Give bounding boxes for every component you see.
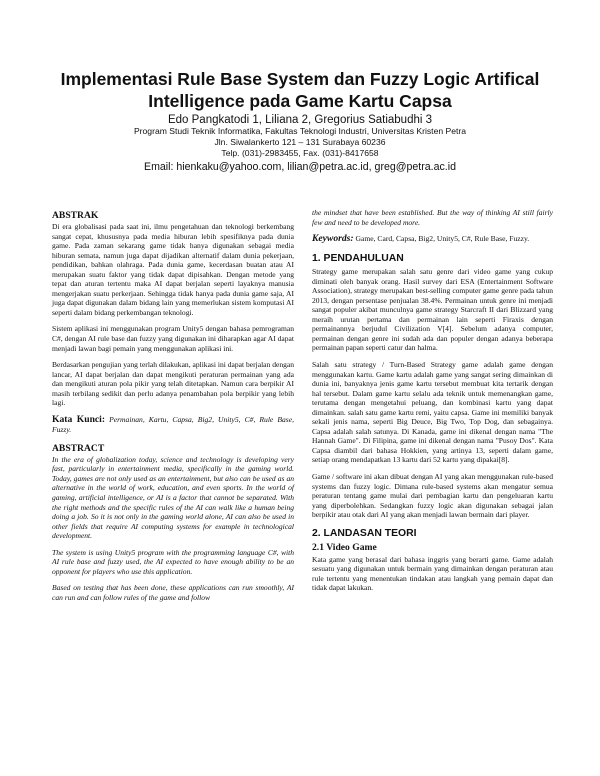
title-line-2: Intelligence pada Game Kartu Capsa: [148, 91, 452, 111]
left-column: [52, 208, 294, 610]
kata-kunci-label: Kata Kunci:: [52, 413, 106, 425]
affiliation-line-1: Program Studi Teknik Informatika, Fakultas Teknologi Industri, Universitas Kristen Petra: [133, 126, 467, 136]
kata-kunci: [52, 415, 294, 435]
video-game-paragraph-1: Kata game yang berasal dari bahasa inggris yang berarti game. Game adalah sesuatu yang digunakan untuk bermain yang dimainkan dengan peraturan atau rule tertentu yang menentukan tindakan atau langkah yang pemain dapat dan tidak dapat lakukan.: [312, 554, 553, 593]
abstrak-paragraph-1: Di era globalisasi pada saat ini, ilmu pengetahuan dan teknologi berkembang sangat cepat, khususnya pada media hiburan lebih spesifiknya pada dunia game. Pada zaman sekarang game tidak hanya digunakan sebagai media hiburan semata, namun juga dapat dijadikan alternatif dalam dunia pekerjaan, pendidikan, bahkan olahraga. Pada dunia game, kecerdasan buatan atau AI merupakan suatu faktor yang tidak dapat dipisahkan. Dengan metode yang tepat dan aturan tertentu maka AI dapat berjalan seperti layaknya manusia mengerjakan suatu perkerjaan. Sehingga tidak hanya pada dunia game saja, AI juga dapat digunakan dalam bidang lain yang memerlukan sistem komputasi AI seperti dalam bidang perkembangan teknologi.: [52, 222, 294, 317]
abstrak-paragraph-3: Berdasarkan pengujian yang terlah dilakukan, aplikasi ini dapat berjalan dengan lancar, AI dapat berjalan dan dapat mengikuti peraturan permainan yang ada dan mengikuti aturan pola pikir yang telah ditetapkan. Namun cara berpikir AI masih terbilang sedikit dan perlu adanya penambahan pola berpikir yang lebih lagi.: [52, 360, 294, 408]
abstrak-paragraph-2: Sistem aplikasi ini menggunakan program Unity5 dengan bahasa pemrograman C#, dengan AI rule base dan fuzzy yang digunakan ini diharapkan agar AI dapat menjadi lawan bagi pemain yang menggunakan aplikasi ini.: [52, 324, 294, 353]
affiliation: [40, 126, 560, 159]
pendahuluan-paragraph-2: Salah satu strategy / Turn-Based Strategy game adalah game dengan menggunakan kartu. Game kartu adalah game yang sangat sering dimainkan di dunia ini, banyaknya jenis game kartu tersebut membuat kita tertarik dengan hal tersebut. Dalam game kartu selalu ada teknik untuk memenangkan game, terutama dengan mengetahui peluang, dan kombinasi kartu yang dapat dimainkan. salah satu game kartu remi, yaitu capsa. Game ini memiliki banyak sekali jenis nama, seperti Big Deuce, Big Two, Top Dog, dan sebagainya. Capsa adalah salah satunya. Di Kanada, game ini dikenal dengan nama "The Hannah Game". Di Filipina, game ini dikenal dengan nama "Pusoy Dos". Kata Capsa diambil dari bahasa Hokkien, yang artinya 13, seperti dalam game, setiap orang mendapatkan 13 kartu dari 52 kartu yang dipakai[8].: [312, 360, 553, 465]
abstract-paragraph-3: Based on testing that has been done, these applications can run smoothly, AI can run and can follow rules of the game and follow: [52, 583, 294, 602]
author-list: Edo Pangkatodi 1, Liliana 2, Gregorius Satiabudhi 3: [167, 114, 433, 126]
pendahuluan-paragraph-1: Strategy game merupakan salah satu genre dari video game yang cukup diminati oleh banyak orang. Hasil survey dari ESA (Entertainment Software Association), strategy merupakan best-selling computer game genre pada tahun 2013, dengan persentase penjualan 38.4%. Permainan untuk genre ini menjadi sangat populer akibat munculnya game strategy Starcraft II dari Blizzard yang meraih urutan pertama dan permainan lain seperti Firaxis dengan permainannya berjudul Civilization V[4]. Sebelum adanya computer, permainan dengan genre ini sudah ada dan populer dengan adanya beberapa permainan papan seperti catur dan halma.: [312, 267, 553, 353]
keywords-text: Game, Card, Capsa, Big2, Unity5, C#, Rule Base, Fuzzy.: [355, 234, 530, 244]
abstract-paragraph-2: The system is using Unity5 program with the programming language C#, with AI rule base and fuzzy used, the AI expected to have enough ability to be an opponent for players who use this application.: [52, 547, 294, 576]
abstract-paragraph-1: In the era of globalization today, science and technology is developing very fast, particularly in entertainment media, specifically in the gaming world. Today, games are not only used as an entertainment, but also can be used as an alternative in the world of work, education, and even sports. In the world of gaming, artificial intelligence, or AI is a factor that cannot be separated. With the right methods and the specific rules of the AI can walk like a human being doing a job. So it is not only in the gaming world alone, AI can also be used in other fields that require AI computing systems for example in technological development.: [52, 454, 294, 541]
keywords-label: Keywords:: [312, 233, 354, 245]
email-line: Email: hienkaku@yahoo.com, lilian@petra.ac.id, greg@petra.ac.id: [144, 161, 456, 173]
abstract-heading: ABSTRACT: [52, 442, 105, 454]
affiliation-line-3: Telp. (031)-2983455, Fax. (031)-8417658: [221, 148, 379, 158]
section-landasan-heading: 2. LANDASAN TEORI: [312, 527, 417, 539]
keywords: [312, 234, 553, 244]
affiliation-line-2: Jln. Siwalankerto 121 – 131 Surabaya 60236: [214, 137, 386, 147]
subsection-video-game-heading: 2.1 Video Game: [312, 541, 377, 553]
kata-kunci-text: Permainan, Kartu, Capsa, Big2, Unity5, C#, Rule Base, Fuzzy.: [52, 414, 294, 434]
right-column: [312, 208, 553, 597]
section-pendahuluan-heading: 1. PENDAHULUAN: [312, 253, 404, 265]
pendahuluan-paragraph-3: Game / software ini akan dibuat dengan AI yang akan menggunakan rule-based systems dan fuzzy logic. Dimana rule-based systems akan mengatur semua peraturan tentang game mulai dari pembagian kartu dan pengeluaran kartu yang diperbolehkan. Sedangkan fuzzy logic akan digunakan sebagai jalan berpikir atau otak dari AI yang akan menjadi lawan bermain dari player.: [312, 472, 553, 520]
abstrak-heading: ABSTRAK: [52, 210, 99, 221]
paper-title: [40, 68, 560, 112]
title-line-1: Implementasi Rule Base System dan Fuzzy Logic Artifical: [60, 69, 540, 89]
abstract-paragraph-3-continued: the mindset that have been established. But the way of thinking AI still fairly few and need to be developed more.: [312, 208, 553, 227]
